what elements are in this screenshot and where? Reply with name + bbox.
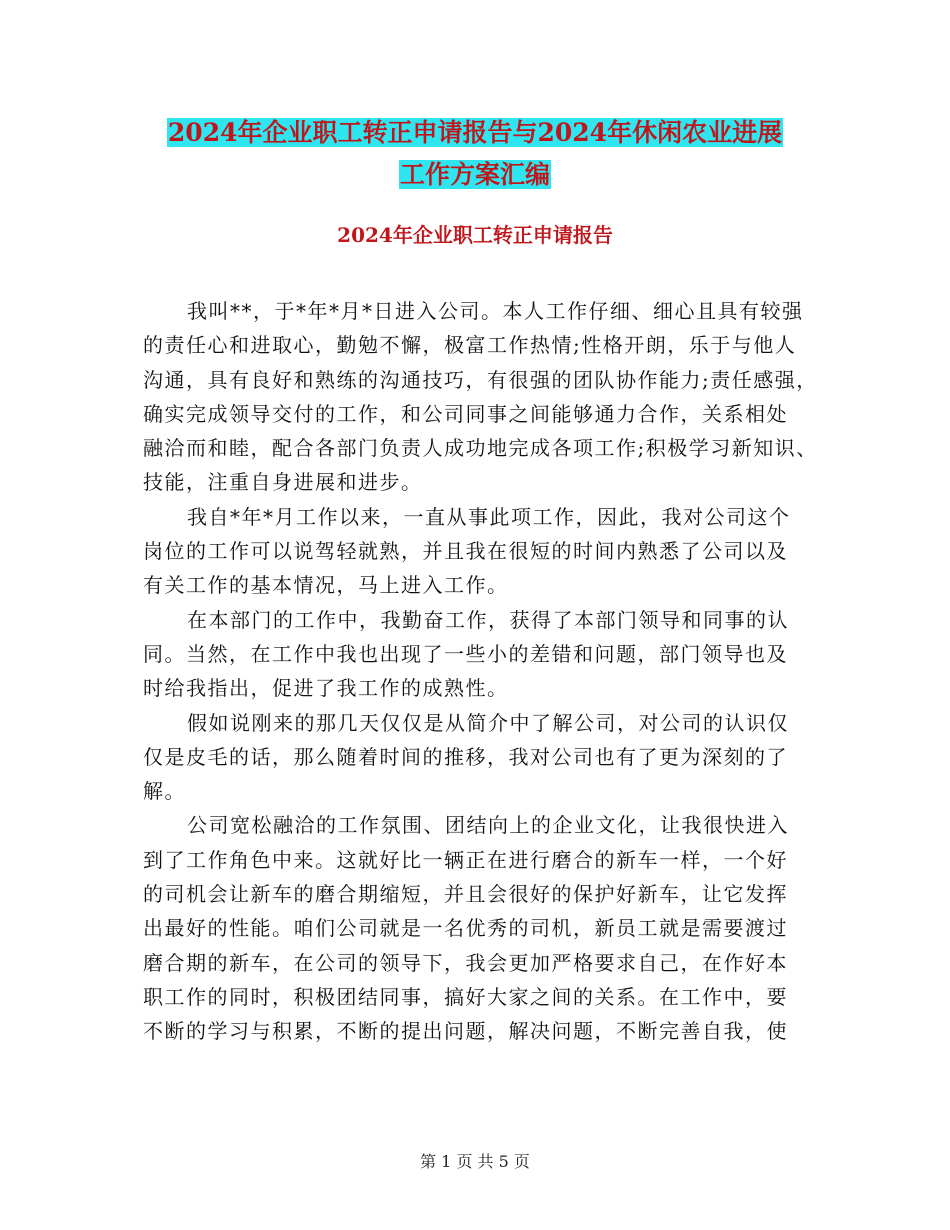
body-text-line: 融洽而和睦，配合各部门负责人成功地完成各项工作;积极学习新知识、 — [143, 436, 818, 461]
body-text-line: 仅是皮毛的话，那么随着时间的推移，我对公司也有了更为深刻的了 — [143, 744, 788, 769]
body-text-line: 在本部门的工作中，我勤奋工作，获得了本部门领导和同事的认 — [187, 607, 789, 632]
body-text-line: 的司机会让新车的磨合期缩短，并且会很好的保护好新车，让它发挥 — [143, 882, 788, 907]
body-text-line: 我自*年*月工作以来，一直从事此项工作，因此，我对公司这个 — [187, 504, 791, 529]
document-body — [143, 294, 823, 1049]
body-text-line: 不断的学习与积累，不断的提出问题，解决问题，不断完善自我，使 — [143, 1019, 788, 1044]
document-title-line-1: 2024年企业职工转正申请报告与2024年休闲农业进展 — [167, 118, 783, 147]
section-title: 2024年企业职工转正申请报告 — [337, 223, 613, 247]
page-footer: 第 1 页 共 5 页 — [420, 1152, 530, 1171]
body-text-line: 公司宽松融洽的工作氛围、团结向上的企业文化，让我很快进入 — [187, 813, 789, 838]
document-title-line-2: 工作方案汇编 — [399, 160, 550, 189]
body-text-line: 解。 — [143, 779, 186, 804]
body-text-line: 磨合期的新车，在公司的领导下，我会更加严格要求自己，在作好本 — [143, 950, 788, 975]
body-text-line: 确实完成领导交付的工作，和公司同事之间能够通力合作，关系相处 — [143, 401, 788, 426]
body-text-line: 时给我指出，促进了我工作的成熟性。 — [143, 676, 509, 701]
body-text-line: 有关工作的基本情况，马上进入工作。 — [143, 573, 509, 598]
body-text-line: 我叫**，于*年*月*日进入公司。本人工作仔细、细心且具有较强 — [187, 299, 804, 323]
body-text-line: 的责任心和进取心，勤勉不懈，极富工作热情;性格开朗，乐于与他人 — [143, 333, 797, 358]
body-text-line: 沟通，具有良好和熟练的沟通技巧，有很强的团队协作能力;责任感强， — [143, 367, 818, 392]
body-text-line: 岗位的工作可以说驾轻就熟，并且我在很短的时间内熟悉了公司以及 — [143, 539, 788, 564]
body-text-line: 到了工作角色中来。这就好比一辆正在进行磨合的新车一样，一个好 — [143, 847, 788, 872]
body-text-line: 技能，注重自身进展和进步。 — [143, 470, 423, 495]
body-text-line: 同。当然，在工作中我也出现了一些小的差错和问题，部门领导也及 — [143, 641, 788, 666]
body-text-line: 出最好的性能。咱们公司就是一名优秀的司机，新员工就是需要渡过 — [143, 916, 788, 941]
body-text-line: 假如说刚来的那几天仅仅是从简介中了解公司，对公司的认识仅 — [187, 710, 789, 735]
body-text-line: 职工作的同时，积极团结同事，搞好大家之间的关系。在工作中，要 — [143, 984, 788, 1009]
